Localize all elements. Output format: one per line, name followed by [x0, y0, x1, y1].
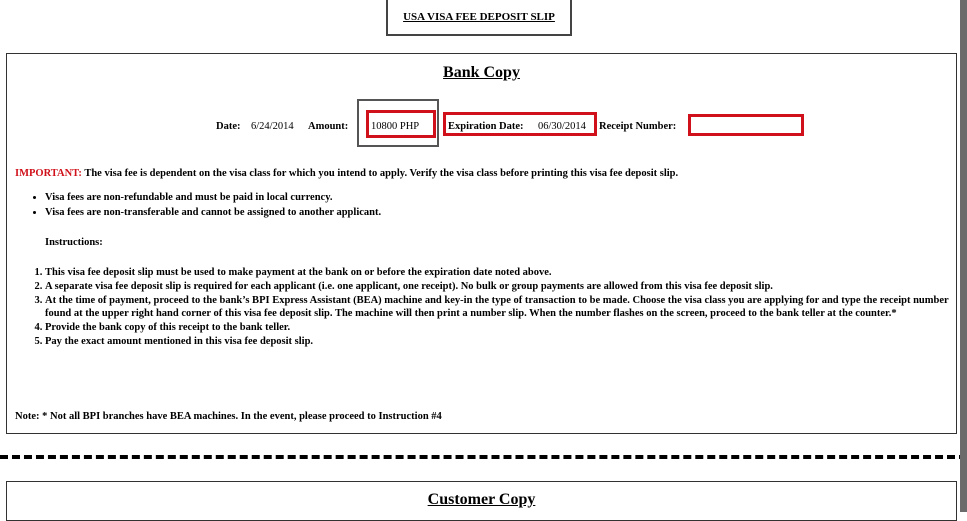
instruction-steps: [15, 266, 965, 349]
list-item: 3. At the time of payment, proceed to the bank’s BPI Express Assistant (BEA) machine and key-in the type of transaction to be made. Choose the visa class you are applying for and type the receipt number found at the upper right hand corner of this visa fee deposit slip. The machine will then print a number slip. When the number flashes on the screen, proceed to the bank teller at the counter.*: [45, 294, 965, 320]
footnote: Note: * Not all BPI branches have BEA machines. In the event, please proceed to Instruction #4: [15, 411, 442, 422]
fee-bullets: [15, 192, 381, 222]
list-item: • Visa fees are non-transferable and cannot be assigned to another applicant.: [45, 207, 381, 219]
receipt-number-field[interactable]: [688, 114, 804, 136]
instructions-heading: Instructions:: [45, 237, 103, 248]
list-item: 5. Pay the exact amount mentioned in this visa fee deposit slip.: [45, 335, 965, 348]
slip-title: USA VISA FEE DEPOSIT SLIP: [403, 11, 555, 23]
cut-line: [0, 455, 967, 459]
slip-title-box: [386, 0, 572, 36]
customer-copy-title: Customer Copy: [427, 491, 536, 508]
date-value: 6/24/2014: [251, 121, 294, 132]
list-item: 4. Provide the bank copy of this receipt to the bank teller.: [45, 321, 965, 334]
amount-label: Amount:: [308, 121, 349, 132]
list-item: 1. This visa fee deposit slip must be used to make payment at the bank on or before the expiration date noted above.: [45, 266, 965, 279]
bank-copy-title: Bank Copy: [443, 64, 520, 81]
expiration-value: 06/30/2014: [538, 121, 586, 132]
date-label: Date:: [216, 121, 241, 132]
important-notice: [15, 168, 678, 179]
expiration-label: Expiration Date:: [448, 121, 524, 132]
receipt-number-label: Receipt Number:: [599, 121, 677, 132]
scrollbar-edge[interactable]: [960, 0, 967, 512]
list-item: 2. A separate visa fee deposit slip is required for each applicant (i.e. one applicant, one receipt). No bulk or group payments are allowed from this visa fee deposit slip.: [45, 280, 965, 293]
important-label: IMPORTANT:: [15, 168, 82, 179]
bank-copy-panel: [6, 53, 957, 434]
customer-copy-panel: [6, 481, 957, 521]
amount-value: 10800 PHP: [371, 121, 420, 132]
list-item: • Visa fees are non-refundable and must be paid in local currency.: [45, 192, 381, 204]
important-text: The visa fee is dependent on the visa class for which you intend to apply. Verify the visa class before printing this visa fee deposit slip.: [81, 168, 679, 179]
